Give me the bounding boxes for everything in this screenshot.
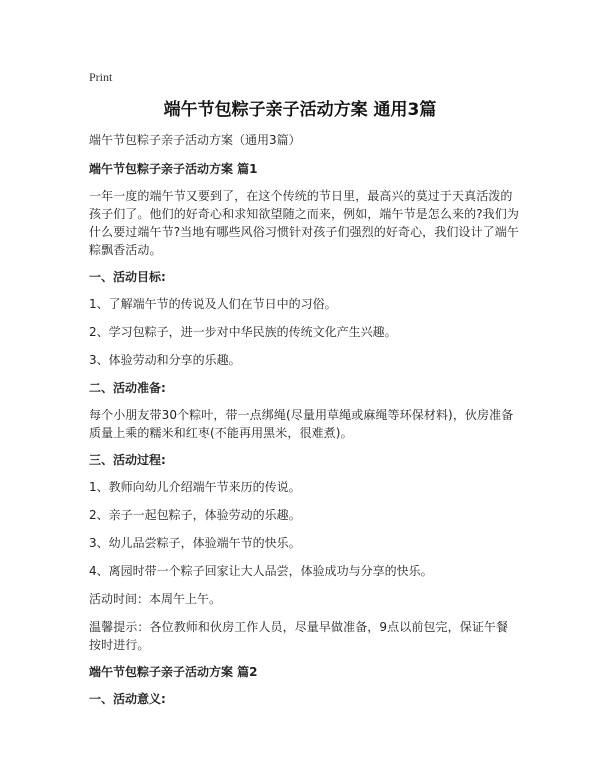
meaning-heading: 一、活动意义: bbox=[89, 692, 166, 706]
prep-heading: 二、活动准备: bbox=[89, 381, 166, 395]
document-title: 端午节包粽子亲子活动方案 通用3篇 bbox=[163, 100, 437, 120]
goal-item: 3、体验劳动和分享的乐趣。 bbox=[89, 353, 241, 367]
process-item: 4、离园时带一个粽子回家让大人品尝，体验成功与分享的快乐。 bbox=[89, 564, 433, 578]
process-item: 3、幼儿品尝粽子，体验端午节的快乐。 bbox=[89, 536, 301, 550]
article-1-intro: 一年一度的端午节又要到了，在这个传统的节日里，最高兴的莫过于天真活泼的孩子们了。他们的好奇心和求知欲望随之而来，例如，端午节是怎么来的?我们为什么要过端午节?当地有哪些风俗习惯针对孩子们强烈的好奇心，我们设计了端午粽飘香活动。 bbox=[89, 189, 519, 257]
process-item: 1、教师向幼儿介绍端午节来历的传说。 bbox=[89, 480, 301, 494]
document-body bbox=[89, 131, 519, 717]
activity-time: 活动时间：本周午上午。 bbox=[89, 592, 222, 606]
goal-item: 2、学习包粽子，进一步对中华民族的传统文化产生兴趣。 bbox=[89, 325, 397, 339]
goals-heading: 一、活动目标: bbox=[89, 270, 166, 284]
process-heading: 三、活动过程: bbox=[89, 453, 166, 467]
article-2-title: 端午节包粽子亲子活动方案 篇2 bbox=[89, 665, 258, 679]
article-1-title: 端午节包粽子亲子活动方案 篇1 bbox=[89, 162, 258, 176]
reminder-text: 温馨提示：各位教师和伙房工作人员，尽量早做准备，9点以前包完，保证午餐按时进行。 bbox=[89, 620, 509, 652]
goal-item: 1、了解端午节的传说及人们在节日中的习俗。 bbox=[89, 297, 337, 311]
print-label[interactable]: Print bbox=[89, 70, 113, 84]
process-item: 2、亲子一起包粽子，体验劳动的乐趣。 bbox=[89, 508, 301, 522]
prep-text: 每个小朋友带30个粽叶，带一点绑绳(尽量用草绳或麻绳等环保材料)，伙房准备质量上乘的糯米和红枣(不能再用黑米，很难煮)。 bbox=[89, 408, 514, 440]
document-subtitle: 端午节包粽子亲子活动方案（通用3篇） bbox=[89, 133, 301, 147]
